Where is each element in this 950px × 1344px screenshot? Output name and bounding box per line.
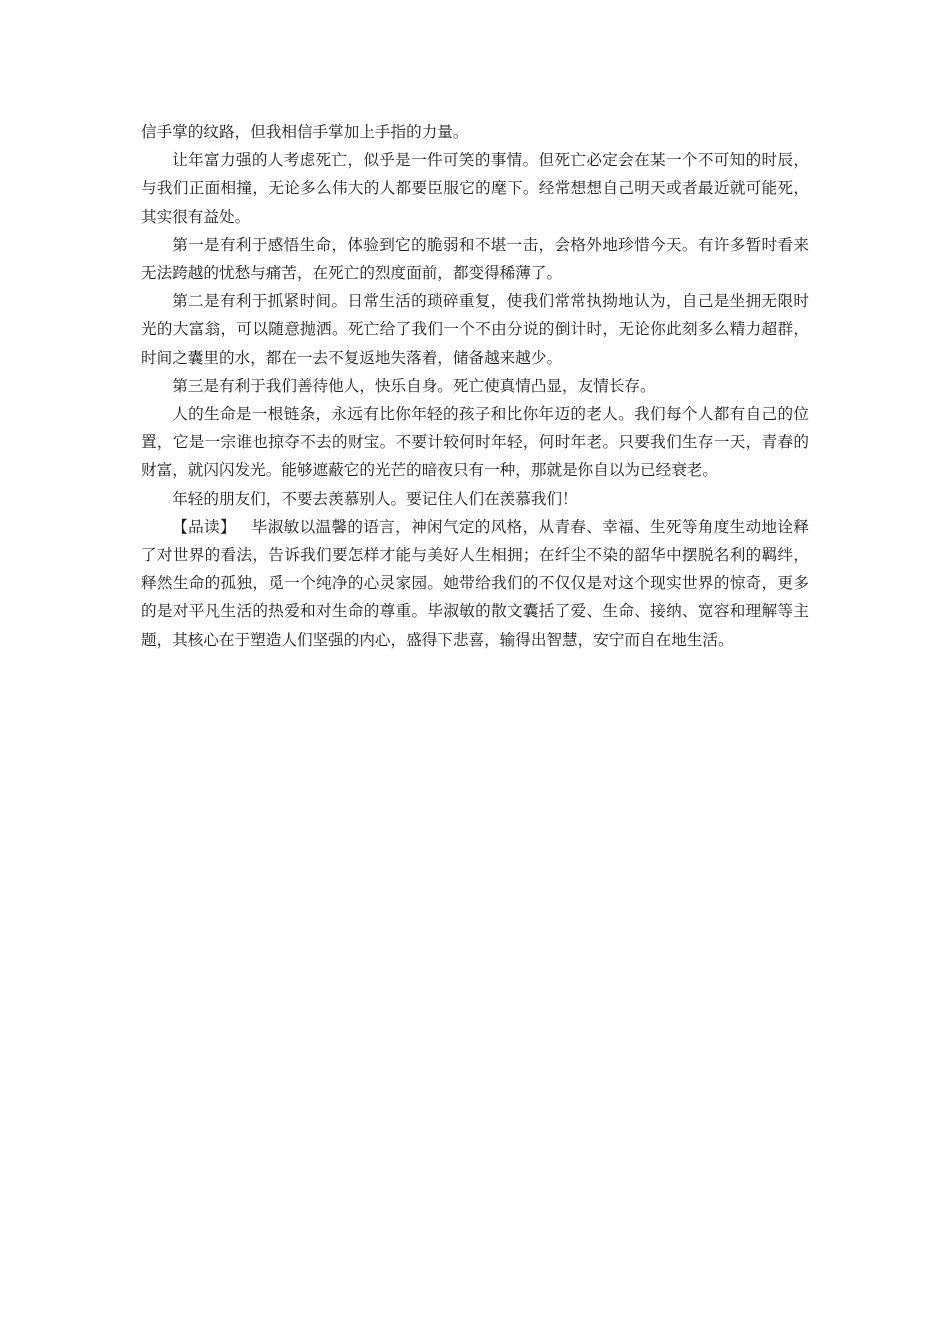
paragraph-1: 信手掌的纹路，但我相信手掌加上手指的力量。 xyxy=(141,123,469,141)
paragraph-5: 第三是有利于我们善待他人，快乐自身。死亡使真情凸显，友情长存。 xyxy=(172,376,656,395)
review-label: 【品读】 xyxy=(172,517,236,536)
paragraph-3: 第一是有利于感悟生命，体验到它的脆弱和不堪一击，会格外地珍惜今天。有许多暂时看来无法跨越的忧愁与痛苦，在死亡的烈度面前，都变得稀薄了。 xyxy=(141,235,809,283)
paragraph-7: 年轻的朋友们，不要去羡慕别人。要记住人们在羡慕我们！ xyxy=(172,489,578,508)
paragraph-6: 人的生命是一根链条，永远有比你年轻的孩子和比你年迈的老人。我们每个人都有自己的位置，它是一宗谁也掠夺不去的财宝。不要计较何时年轻，何时年老。只要我们生存一天，青春的财富，就闪闪发光。能够遮蔽它的光芒的暗夜只有一种，那就是你自以为已经衰老。 xyxy=(141,405,809,480)
review-text: 毕淑敏以温馨的语言，神闲气定的风格，从青春、幸福、生死等角度生动地诠释了对世界的看法，告诉我们要怎样才能与美好人生相拥；在纤尘不染的韶华中摆脱名利的羁绊，释然生命的孤独，觅一个纯净的心灵家园。她带给我们的不仅仅是对这个现实世界的惊奇，更多的是对平凡生活的热爱和对生命的尊重。毕淑敏的散文囊括了爱、生命、接纳、宽容和理解等主题，其核心在于塑造人们坚强的内心，盛得下悲喜，输得出智慧，安宁而自在地生活。 xyxy=(141,517,809,649)
paragraph-2: 让年富力强的人考虑死亡，似乎是一件可笑的事情。但死亡必定会在某一个不可知的时辰，与我们正面相撞，无论多么伟大的人都要臣服它的麾下。经常想想自己明天或者最近就可能死，其实很有益处。 xyxy=(141,151,809,226)
review-paragraph xyxy=(141,513,809,654)
document-body xyxy=(141,118,809,654)
paragraph-4: 第二是有利于抓紧时间。日常生活的琐碎重复，使我们常常执拗地认为，自己是坐拥无限时光的大富翁，可以随意抛洒。死亡给了我们一个不由分说的倒计时，无论你此刻多么精力超群，时间之囊里的水，都在一去不复返地失落着，储备越来越少。 xyxy=(141,292,809,367)
